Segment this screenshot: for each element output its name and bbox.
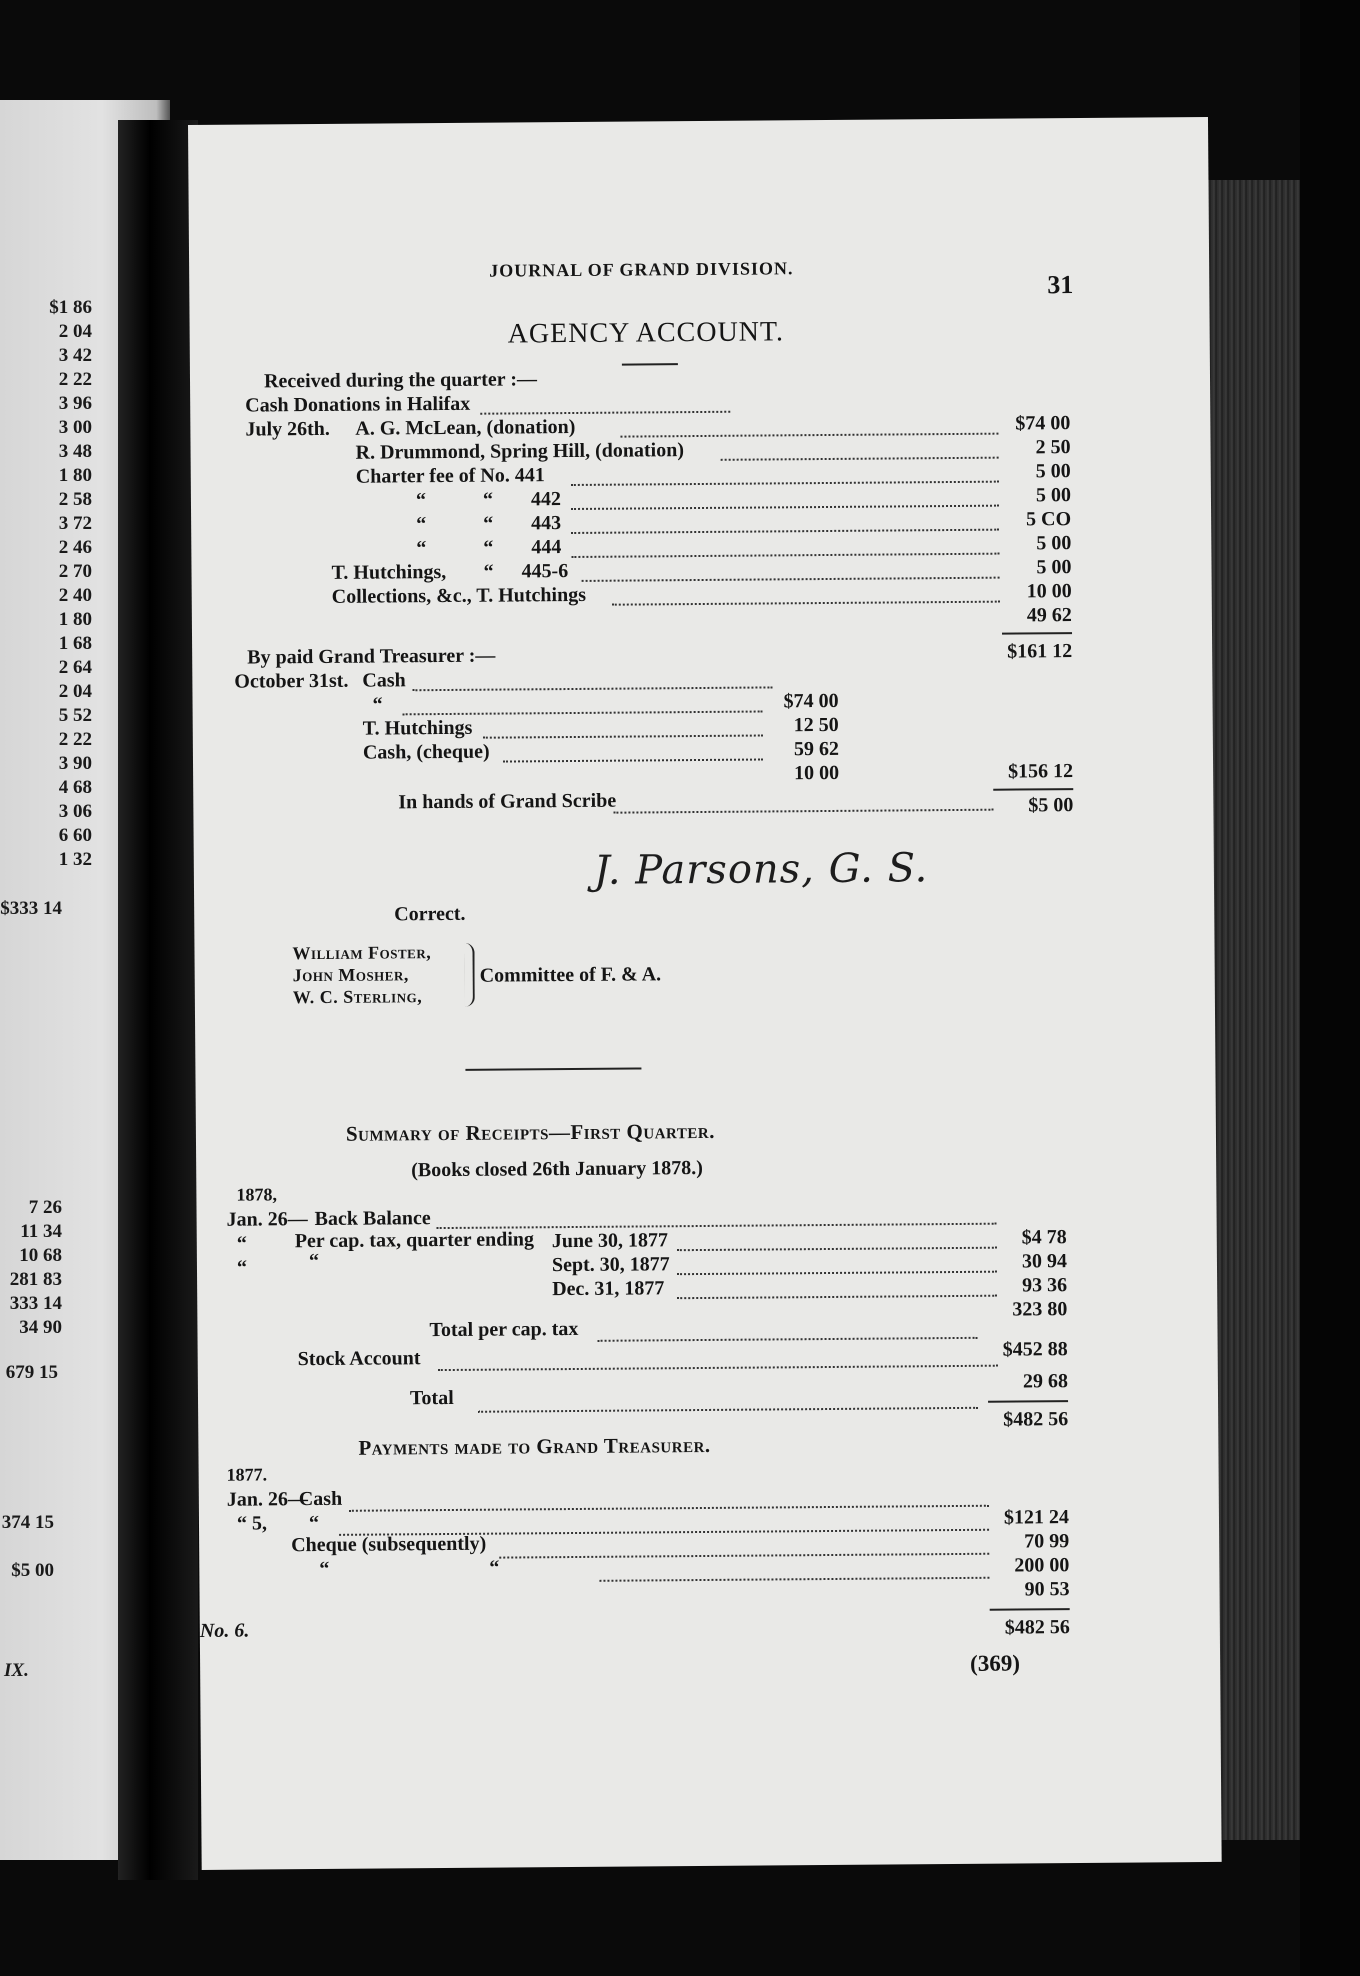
total-received: $161 12 [1007,640,1073,663]
left-page-amount: 1 80 [58,465,92,486]
amount-443: 5 CO [1026,508,1072,531]
leader [571,481,999,486]
left-page-total: $333 14 [0,898,62,919]
summary-total-amount: $482 56 [1003,1408,1069,1431]
ditto-443a: “ [416,513,427,536]
left-page-amount: 4 68 [58,777,92,798]
summary-ditto-2: “ [236,1256,248,1279]
left-page-amount: 2 04 [58,321,92,342]
leader [571,505,999,510]
payment-ditto-2a: “ [319,1557,330,1581]
row-charter-443: 443 [531,512,562,535]
left-page-amount: 3 48 [58,441,92,462]
period-dec: Dec. 31, 1877 [552,1277,665,1301]
payments-title: Payments made to Grand Treasurer. [358,1432,711,1460]
leader [503,759,763,763]
running-title: JOURNAL OF GRAND DIVISION. [489,258,794,281]
payments-date-1: Jan. 26— [226,1488,309,1511]
in-hands-label: In hands of Grand Scribe [398,789,617,814]
leader [677,1271,997,1276]
leader [499,1553,989,1559]
amount-collections: 10 00 [1026,580,1072,603]
row-charter-444: 444 [531,536,562,559]
sum-rule [1002,632,1072,635]
row-charter-441: Charter fee of No. 441 [355,464,545,488]
section-divider [465,1067,641,1070]
payment-ditto-1: “ [308,1512,320,1535]
leader [438,1365,998,1371]
leader [571,529,999,534]
row-mclean: A. G. McLean, (donation) [355,415,576,440]
payment-cheque-label: Cheque (subsequently) [291,1532,487,1557]
left-page-lower-total: 679 15 [5,1362,58,1383]
date-october: October 31st. [234,669,349,693]
committee-members [292,941,431,1008]
left-page-amount: 3 42 [58,345,92,366]
left-page-amount: 6 60 [58,825,92,846]
left-page-amount: 3 96 [58,393,92,414]
committee-member: William Foster, [292,942,432,964]
leader [613,809,993,814]
amount-441: 5 00 [1035,460,1071,483]
left-page-amount: 1 80 [58,609,92,630]
leader [599,1577,989,1582]
ditto-445: “ [483,560,494,583]
left-page-amount: 2 46 [58,537,92,558]
left-page-amount: 2 40 [58,585,92,606]
stock-account-label: Stock Account [297,1347,421,1371]
leader [349,1505,989,1512]
paid-heading: By paid Grand Treasurer :— [247,644,496,669]
left-page-amount: 1 68 [58,633,92,654]
amount-drummond: 2 50 [1035,436,1071,459]
left-page-amount: 2 22 [58,369,92,390]
amount-445: 5 00 [1036,556,1072,579]
left-page-column [0,296,92,872]
paid-cheque: Cash, (cheque) [362,740,490,764]
paid-ditto: “ [372,693,383,716]
period-june: June 30, 1877 [551,1229,668,1253]
left-page-lower-amount: 11 34 [20,1221,62,1242]
row-collections: Collections, &c., T. Hutchings [331,583,587,608]
left-page-amount: 2 22 [58,729,92,750]
left-page-amount: 1 32 [58,849,92,870]
left-page-amount: 2 64 [58,657,92,678]
total-paid: $156 12 [1008,760,1074,783]
leader [412,686,772,691]
summary-ditto-3: “ [308,1250,320,1273]
in-hands-amount: $5 00 [1028,794,1074,817]
payment-cash-amount: $121 24 [1003,1506,1070,1529]
leader [677,1247,997,1252]
paid-hutchings: T. Hutchings [362,716,473,740]
date-july: July 26th. [245,417,330,441]
amount-442: 5 00 [1035,484,1072,507]
bracket-page-number: (369) [970,1650,1021,1676]
leader [403,711,763,716]
summary-date-1: Jan. 26— [226,1208,308,1231]
paid-hutchings-amount: 12 50 [793,713,839,737]
amount-mclean: $74 00 [1015,412,1071,435]
leader [612,601,1000,606]
paid-fourth-amount: 10 00 [794,761,840,785]
amount-june: 30 94 [1021,1250,1068,1273]
ditto-443b: “ [483,512,494,535]
correct-label: Correct. [394,902,466,926]
row-drummond: R. Drummond, Spring Hill, (donation) [355,439,685,464]
signature-mark: No. 6. [199,1619,250,1642]
left-page-lower-amount: 281 83 [9,1269,62,1290]
payment-ditto-2b: “ [489,1556,500,1579]
left-page-amount: 3 06 [58,801,92,822]
committee-label: Committee of F. & A. [479,963,662,987]
period-sept: Sept. 30, 1877 [551,1253,670,1277]
total-percap-amount: $452 88 [1002,1338,1068,1361]
row-hutchings-label: T. Hutchings, [331,560,447,584]
title-rule [622,363,678,365]
payments-date-2: “ 5, [236,1512,268,1535]
sum-rule [988,1400,1068,1403]
left-page-amount: 2 70 [58,561,92,582]
amount-sept: 93 36 [1022,1274,1068,1297]
leader [480,411,730,415]
payments-total: $482 56 [1004,1616,1070,1639]
left-page-bottom-1: 374 15 [1,1512,54,1533]
sum-rule [993,788,1073,791]
left-page-amount: 3 90 [58,753,92,774]
payment-ditto-2-amount: 90 53 [1024,1578,1070,1601]
committee-member: John Mosher, [292,964,409,986]
paid-cheque-amount: 59 62 [793,737,840,761]
leader [677,1295,997,1300]
payment-cash-label: Cash [298,1487,343,1511]
left-page-lower-amount: 7 26 [28,1197,62,1218]
sum-rule [990,1608,1070,1611]
left-page-bottom-2: $5 00 [11,1560,54,1581]
left-page-amount: 5 52 [58,705,92,726]
ditto-444a: “ [416,537,427,560]
left-page-amount: 3 00 [58,417,92,438]
committee-member: W. C. Sterling, [292,986,423,1008]
payments-year: 1877. [226,1464,268,1485]
left-page-lower-amount: 34 90 [19,1317,62,1338]
handwritten-signature: J. Parsons, G. S. [593,845,929,894]
row-charter-445: 445-6 [521,560,569,583]
ditto-444b: “ [483,536,494,559]
back-balance-amount: $4 78 [1021,1226,1067,1249]
stock-account-amount: 29 68 [1022,1370,1068,1393]
paid-cash-amount: $74 00 [783,689,839,713]
left-page-mark: IX. [4,1660,29,1681]
agency-title: AGENCY ACCOUNT. [507,316,785,350]
left-page-amount: $1 86 [49,297,92,318]
left-page-lower-amount: 333 14 [9,1293,62,1314]
paid-cash: Cash [362,669,406,692]
amount-extra: 49 62 [1026,604,1072,627]
left-page-lower-column [0,1196,62,1340]
amount-dec: 323 80 [1012,1298,1068,1321]
background-edge [1300,0,1360,1976]
left-page-lower-amount: 10 68 [19,1245,62,1266]
ditto-442a: “ [415,489,427,512]
payment-ditto-1-amount: 70 99 [1024,1530,1070,1553]
summary-subtitle: (Books closed 26th January 1878.) [411,1156,703,1182]
left-page-amount: 2 58 [58,489,92,510]
leader [483,735,763,739]
main-page [188,117,1222,1870]
leader [571,553,999,558]
leader [478,1407,978,1413]
percap-label: Per cap. tax, quarter ending [294,1228,535,1253]
leader [620,433,998,438]
summary-year: 1878, [236,1184,277,1205]
left-page-amount: 3 72 [58,513,92,534]
summary-total-label: Total [409,1386,454,1410]
committee-brace [464,943,475,1007]
leader [598,1337,978,1342]
page-number: 31 [1047,270,1074,300]
total-percap-label: Total per cap. tax [429,1317,579,1342]
leader [582,577,1000,582]
back-balance-label: Back Balance [314,1207,431,1231]
received-heading: Received during the quarter :— [263,368,538,393]
row-charter-442: 442 [530,488,562,511]
payment-cheque-amount: 200 00 [1014,1554,1070,1577]
leader [721,457,999,461]
ditto-442b: “ [482,488,494,511]
left-page-amount: 2 04 [58,681,92,702]
book-gutter [118,120,198,1880]
summary-title: Summary of Receipts—First Quarter. [345,1118,715,1146]
amount-444: 5 00 [1036,532,1072,555]
summary-ditto-1: “ [236,1232,247,1255]
cash-donations-label: Cash Donations in Halifax [245,392,471,417]
